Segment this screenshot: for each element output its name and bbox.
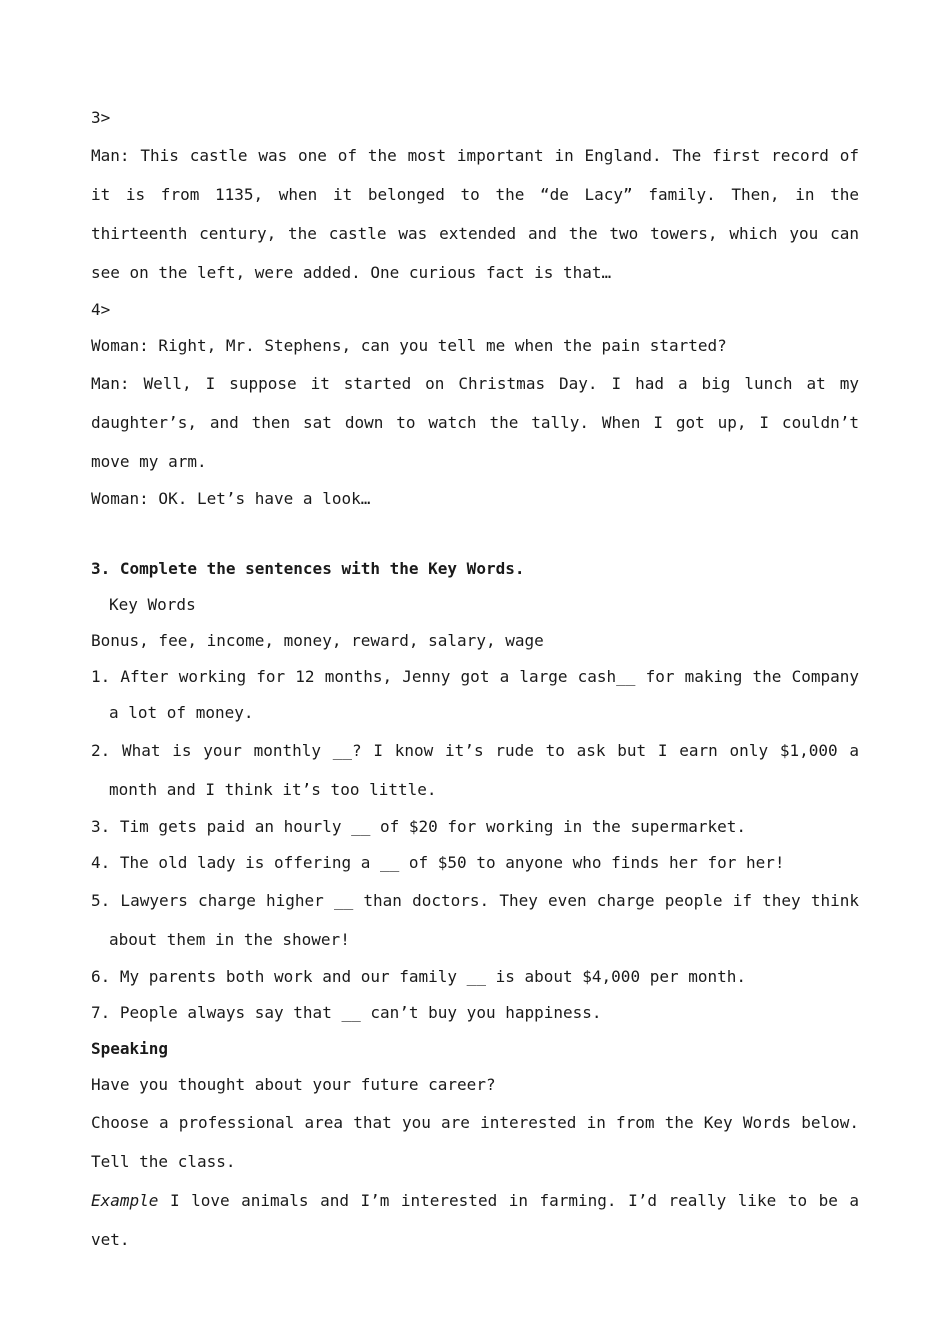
key-words-list: Bonus, fee, income, money, reward, salary, wage xyxy=(91,631,544,650)
document-page xyxy=(91,100,859,1259)
speaking-question: Have you thought about your future career? xyxy=(91,1075,496,1094)
exercise-sentence-4: 4. The old lady is offering a __ of $50 to anyone who finds her for her! xyxy=(91,853,785,872)
part4-woman-line-1: Woman: Right, Mr. Stephens, can you tell me when the pain started? xyxy=(91,336,727,355)
part4-man-dialogue: Man: Well, I suppose it started on Christmas Day. I had a big lunch at my daughter’s, and then sat down to watch the tally. When I got up, I couldn’t move my arm. xyxy=(91,374,859,471)
exercise3-heading: 3. Complete the sentences with the Key Words. xyxy=(91,559,525,578)
speaking-instruction: Choose a professional area that you are interested in from the Key Words below. Tell the class. xyxy=(91,1113,859,1171)
speaking-example xyxy=(91,1181,859,1259)
section-gap xyxy=(91,517,859,551)
part4-label: 4> xyxy=(91,300,111,319)
exercise-sentence-1: 1. After working for 12 months, Jenny got a large cash__ for making the Company a lot of money. xyxy=(91,667,859,722)
exercise-sentence-7: 7. People always say that __ can’t buy you happiness. xyxy=(91,1003,602,1022)
key-words-label: Key Words xyxy=(109,595,196,614)
part3-label: 3> xyxy=(91,108,111,127)
exercise-sentence-5: 5. Lawyers charge higher __ than doctors. They even charge people if they think about them in the shower! xyxy=(91,891,859,949)
exercise-sentence-2: 2. What is your monthly __? I know it’s rude to ask but I earn only $1,000 a month and I think it’s too little. xyxy=(91,741,859,799)
part4-woman-line-2: Woman: OK. Let’s have a look… xyxy=(91,489,371,508)
part3-man-dialogue: Man: This castle was one of the most important in England. The first record of it is from 1135, when it belonged to the “de Lacy” family. Then, in the thirteenth century, the castle was extended and the two towers, which you can see on the left, were added. One curious fact is that… xyxy=(91,146,859,282)
exercise-sentence-3: 3. Tim gets paid an hourly __ of $20 for working in the supermarket. xyxy=(91,817,747,836)
exercise-sentence-6: 6. My parents both work and our family __ is about $4,000 per month. xyxy=(91,967,747,986)
example-label: Example xyxy=(91,1191,159,1210)
speaking-heading: Speaking xyxy=(91,1039,169,1058)
example-text: I love animals and I’m interested in farming. I’d really like to be a vet. xyxy=(91,1191,859,1249)
